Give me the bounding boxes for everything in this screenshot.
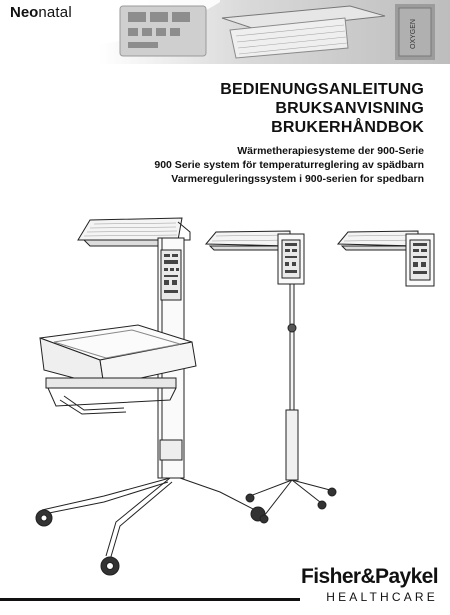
subtitle-block <box>154 144 424 186</box>
logo-main-text: Fisher&Paykel <box>301 565 438 588</box>
title-swedish: BRUKSANVISNING <box>275 100 424 117</box>
neonatal-brand-logo <box>10 4 72 21</box>
header-photo-band <box>0 0 450 64</box>
warmer-line-drawing <box>20 210 450 595</box>
title-block <box>220 80 424 137</box>
title-norwegian: BRUKERHÅNDBOK <box>271 119 424 136</box>
logo-sub-text: HEALTHCARE <box>326 590 438 604</box>
bed-warmer-unit <box>36 218 265 575</box>
product-illustration <box>20 210 450 595</box>
subtitle-norwegian: Varmereguleringssystem i 900-serien for spedbarn <box>171 173 424 185</box>
subtitle-german: Wärmetherapiesysteme der 900-Serie <box>237 145 424 157</box>
brand-neo: Neo <box>10 4 39 21</box>
mobile-warmer-unit <box>206 231 336 523</box>
fisher-paykel-logo <box>301 566 438 604</box>
oxygen-label: OXYGEN <box>410 19 417 49</box>
brand-natal: natal <box>38 4 72 21</box>
subtitle-swedish: 900 Serie system för temperaturreglering av spädbarn <box>154 159 424 171</box>
footer-rule <box>0 598 300 601</box>
wall-warmer-unit <box>338 231 434 286</box>
title-german: BEDIENUNGSANLEITUNG <box>220 81 424 98</box>
